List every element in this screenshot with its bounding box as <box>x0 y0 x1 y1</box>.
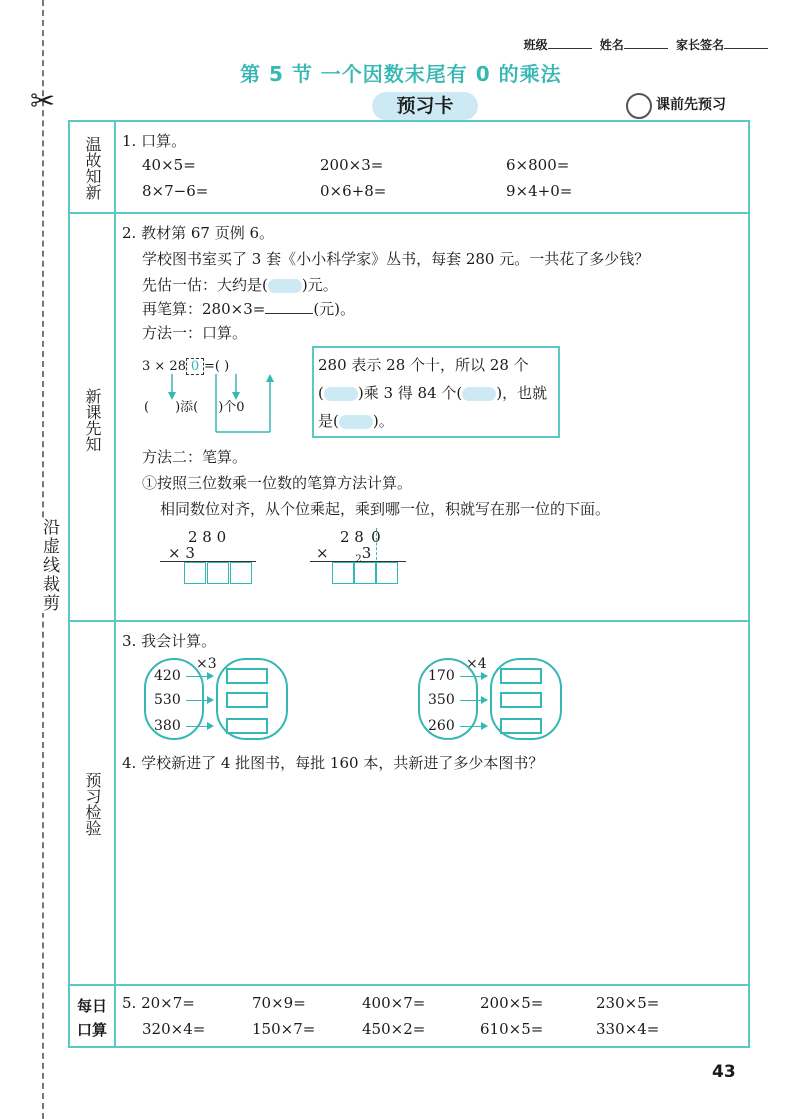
input-number: 530 <box>154 692 181 708</box>
vertical-a-top: 2 8 0 <box>188 528 227 546</box>
m1-line2 <box>144 396 245 415</box>
explain-text: ( <box>318 384 324 402</box>
daily-item: 330×4= <box>596 1020 660 1038</box>
answer-box[interactable] <box>226 668 268 684</box>
estimate-line <box>142 274 338 295</box>
input-number: 380 <box>154 718 181 734</box>
arrow-icon <box>186 676 212 677</box>
input-number: 170 <box>428 668 455 684</box>
calc-text: 再笔算：280×3= <box>142 300 266 318</box>
input-number: 260 <box>428 718 455 734</box>
page-title: 第 5 节 一个因数末尾有 0 的乘法 <box>240 62 562 86</box>
m1-expr-text: =( ) <box>203 359 230 374</box>
check-heading: 3. 我会计算。 <box>122 632 217 650</box>
divider <box>68 212 750 214</box>
step1-label: ①按照三位数乘一位数的笔算方法计算。 <box>142 474 413 492</box>
answer-line[interactable] <box>265 313 313 314</box>
vertical-a-bottom: × 3 <box>168 544 195 562</box>
divider <box>68 984 750 986</box>
review-item: 8×7−6= <box>142 182 209 200</box>
daily-item: 450×2= <box>362 1020 426 1038</box>
step1-detail: 相同数位对齐，从个位乘起，乘到哪一位，积就写在那一位的下面。 <box>160 500 611 518</box>
calc-line <box>142 298 355 319</box>
daily-item: 70×9= <box>252 994 306 1012</box>
parent-signature-field[interactable] <box>724 48 768 49</box>
m1-expr-text: 3 × 28 <box>142 359 186 374</box>
divider <box>68 620 750 622</box>
section-new-label: 新课先知 <box>83 388 102 452</box>
preview-tag <box>626 94 726 114</box>
answer-box[interactable] <box>332 562 354 584</box>
section-review-label: 温故知新 <box>83 136 102 200</box>
multiplier-label: ×4 <box>466 656 487 672</box>
explain-text: 是( <box>318 412 339 430</box>
vertical-b-digit: 3 <box>361 544 372 562</box>
method2-label: 方法二：笔算。 <box>142 448 248 466</box>
answer-box[interactable] <box>500 718 542 734</box>
daily-item: 400×7= <box>362 994 426 1012</box>
page-number: 43 <box>712 1062 736 1082</box>
section-check-label: 预习检验 <box>83 772 102 836</box>
header-fields <box>524 36 772 53</box>
input-number: 420 <box>154 668 181 684</box>
daily-item: 200×5= <box>480 994 544 1012</box>
answer-box[interactable] <box>184 562 206 584</box>
class-field[interactable] <box>548 48 592 49</box>
review-item: 9×4+0= <box>506 182 573 200</box>
explain-line: 280 表示 28 个十，所以 28 个 <box>318 356 529 374</box>
arrow-icon <box>460 700 486 701</box>
explain-text: )，也就 <box>496 384 548 402</box>
answer-box[interactable] <box>226 692 268 708</box>
answer-blank[interactable] <box>324 387 358 401</box>
answer-box[interactable] <box>226 718 268 734</box>
arrow-icon <box>186 700 212 701</box>
vertical-b-digits: 2 8 <box>340 528 364 546</box>
problem4-answer-area[interactable] <box>120 780 740 976</box>
problem-text: 学校图书室买了 3 套《小小科学家》丛书，每套 280 元。一共花了多少钱？ <box>142 250 650 268</box>
parent-signature-label: 家长签名 <box>675 38 724 52</box>
arrow-icon <box>460 726 486 727</box>
estimate-text: )元。 <box>301 276 338 294</box>
name-label: 姓名 <box>599 38 624 52</box>
card-title: 预习卡 <box>372 92 478 120</box>
section-daily-label: 每日口算 <box>76 997 107 1039</box>
answer-box[interactable] <box>230 562 252 584</box>
answer-blank[interactable] <box>339 415 373 429</box>
answer-box[interactable] <box>500 668 542 684</box>
review-item: 200×3= <box>320 156 384 174</box>
vertical-b-times: × <box>316 544 334 562</box>
preview-tag-label: 课前先预习 <box>656 97 726 113</box>
input-number: 350 <box>428 692 455 708</box>
arrow-icon <box>186 726 212 727</box>
estimate-text: 先估一估：大约是( <box>142 276 268 294</box>
zero-box: 0 <box>186 358 204 375</box>
review-item: 6×800= <box>506 156 570 174</box>
cut-label: 沿虚线裁剪 <box>22 518 62 613</box>
answer-blank[interactable] <box>462 387 496 401</box>
explain-text: )。 <box>372 412 394 430</box>
daily-item: 230×5= <box>596 994 660 1012</box>
answer-box[interactable] <box>354 562 376 584</box>
explain-line <box>318 410 394 431</box>
scissors-icon: ✂ <box>30 84 56 119</box>
label-column-divider <box>114 120 116 1048</box>
arrow-icon <box>460 676 486 677</box>
class-label: 班级 <box>523 38 548 52</box>
m1-line2-text: ( <box>144 400 150 415</box>
daily-item: 320×4= <box>142 1020 206 1038</box>
vertical-b-carry: 2 <box>355 554 362 565</box>
explain-line <box>318 382 547 403</box>
explain-text: )乘 3 得 84 个( <box>357 384 463 402</box>
vertical-b-zero: 0 <box>371 528 381 546</box>
review-item: 0×6+8= <box>320 182 387 200</box>
daily-item: 150×7= <box>252 1020 316 1038</box>
daily-item: 5. 20×7= <box>122 994 195 1012</box>
calc-text: (元)。 <box>313 300 356 318</box>
m1-line2-text: )添( <box>175 400 199 415</box>
name-field[interactable] <box>624 48 668 49</box>
answer-blank[interactable] <box>268 279 302 293</box>
answer-box[interactable] <box>376 562 398 584</box>
review-item: 40×5= <box>142 156 196 174</box>
answer-box[interactable] <box>207 562 229 584</box>
method1-label: 方法一：口算。 <box>142 324 248 342</box>
daily-item: 610×5= <box>480 1020 544 1038</box>
problem4-text: 4. 学校新进了 4 批图书，每批 160 本，共新进了多少本图书？ <box>122 754 544 772</box>
answer-box[interactable] <box>500 692 542 708</box>
new-heading: 2. 教材第 67 页例 6。 <box>122 224 275 242</box>
m1-line2-text: )个0 <box>218 400 245 415</box>
review-heading: 1. 口算。 <box>122 132 187 150</box>
multiplier-label: ×3 <box>196 656 217 672</box>
